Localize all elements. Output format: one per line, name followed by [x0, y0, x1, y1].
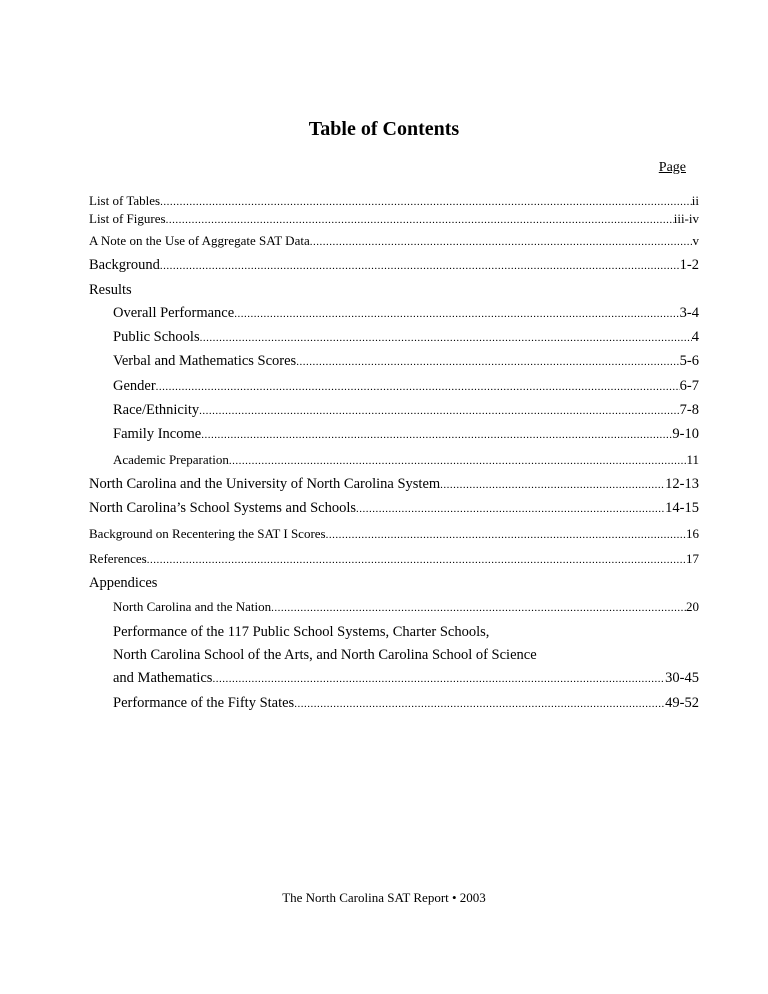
dot-leader	[147, 549, 686, 572]
toc-entry-page: 16	[686, 525, 699, 541]
toc-entry-gender[interactable]	[89, 375, 699, 399]
dot-leader	[160, 194, 692, 210]
toc-section-appendices: Appendices	[89, 575, 158, 592]
toc-entry-page: 17	[686, 550, 699, 566]
dot-leader	[296, 351, 679, 374]
toc-entry-list-of-figures[interactable]	[89, 210, 699, 229]
toc-entry-label: and Mathematics	[113, 670, 213, 687]
toc-entry-page: 1-2	[679, 257, 699, 274]
toc-entry-label: List of Figures	[89, 211, 166, 226]
toc-entry-race-ethnicity[interactable]	[89, 399, 699, 423]
dot-leader	[310, 231, 693, 254]
toc-section-results: Results	[89, 281, 132, 298]
dot-leader	[160, 255, 680, 278]
toc-entry-page: 3-4	[679, 304, 699, 321]
dot-leader	[294, 693, 665, 716]
toc-entry-recentering[interactable]	[89, 522, 699, 547]
toc-entry-label: North Carolina and the Nation	[113, 599, 272, 615]
toc-entry-page: ii	[691, 193, 699, 208]
toc-entry-page: 11	[686, 451, 699, 467]
toc-entry-page: 12-13	[665, 475, 699, 492]
dot-leader	[156, 376, 680, 399]
toc-entry-page: 7-8	[679, 402, 699, 419]
toc-entry-label: North Carolina and the University of North Carolina System	[89, 475, 441, 492]
toc-entry-overall-performance[interactable]	[89, 302, 699, 326]
toc-entry-label: Family Income	[113, 426, 202, 443]
toc-entry-page: v	[692, 233, 699, 248]
toc-entry-page: 6-7	[679, 377, 699, 394]
toc-entry-verbal-math[interactable]	[89, 350, 699, 374]
toc-entry-page: 14-15	[665, 500, 699, 517]
toc-entry-page: 9-10	[672, 426, 699, 443]
toc-entry-performance-117-line3[interactable]	[89, 667, 699, 691]
toc-entry-page: iii-iv	[673, 211, 699, 226]
toc-entry-family-income[interactable]	[89, 423, 699, 447]
dot-leader	[234, 303, 679, 326]
dot-leader	[201, 424, 672, 447]
toc-entry-nc-unc-system[interactable]	[89, 473, 699, 497]
toc-entry-performance-117-line1[interactable]: Performance of the 117 Public School Systems, Charter Schools,	[113, 623, 490, 640]
toc-entry-references[interactable]	[89, 547, 699, 572]
toc-entry-page: 5-6	[679, 353, 699, 370]
toc-entry-label: Verbal and Mathematics Scores	[113, 353, 297, 370]
toc-entry-label: North Carolina’s School Systems and Schools	[89, 500, 357, 517]
toc-entry-label: List of Tables	[89, 193, 161, 208]
toc-entry-label: Academic Preparation	[113, 451, 229, 467]
toc-entry-label: Public Schools	[113, 329, 200, 346]
dot-leader	[356, 498, 665, 521]
page-title: Table of Contents	[308, 118, 460, 140]
toc-entry-label: A Note on the Use of Aggregate SAT Data	[89, 233, 310, 248]
toc-entry-performance-117-line2[interactable]: North Carolina School of the Arts, and North Carolina School of Science	[113, 647, 537, 664]
dot-leader	[199, 400, 679, 423]
toc-entry-page: 4	[691, 329, 699, 346]
toc-entry-fifty-states[interactable]	[89, 692, 699, 716]
toc-entry-nc-school-systems[interactable]	[89, 497, 699, 521]
toc-entry-label: Background	[89, 257, 160, 274]
toc-entry-nc-and-nation[interactable]	[89, 595, 699, 620]
dot-leader	[326, 524, 686, 547]
dot-leader	[271, 597, 686, 620]
dot-leader	[212, 668, 665, 691]
page-footer: The North Carolina SAT Report • 2003	[282, 890, 486, 905]
toc-entry-page: 49-52	[665, 694, 699, 711]
toc-entry-academic-preparation[interactable]	[89, 448, 699, 473]
toc-entry-label: Race/Ethnicity	[113, 402, 200, 419]
table-of-contents	[89, 193, 699, 716]
dot-leader	[166, 211, 674, 229]
toc-entry-public-schools[interactable]	[89, 326, 699, 350]
toc-entry-list-of-tables[interactable]	[89, 193, 699, 210]
toc-entry-background[interactable]	[89, 254, 699, 278]
toc-entry-label: Performance of the Fifty States	[113, 694, 295, 711]
toc-entry-label: Background on Recentering the SAT I Scores	[89, 525, 326, 541]
toc-entry-aggregate-note[interactable]	[89, 229, 699, 254]
toc-entry-label: Gender	[113, 377, 156, 394]
toc-entry-label: References	[89, 550, 147, 566]
dot-leader	[440, 474, 665, 497]
dot-leader	[200, 327, 692, 350]
dot-leader	[229, 450, 687, 473]
toc-entry-page: 30-45	[665, 670, 699, 687]
page-column-label: Page	[658, 160, 686, 175]
toc-entry-label: Overall Performance	[113, 304, 235, 321]
toc-entry-page: 20	[686, 599, 699, 615]
